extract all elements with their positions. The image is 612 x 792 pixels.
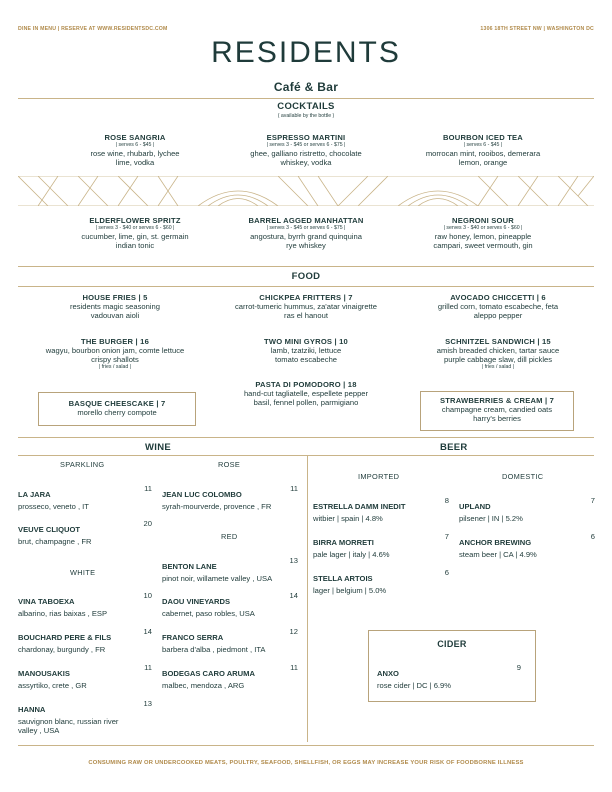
wine-item <box>18 484 152 511</box>
wine-name: HANNA <box>18 705 46 714</box>
food-item <box>28 337 202 371</box>
beer-desc: lager | belgium | 5.0% <box>313 586 387 595</box>
food-desc: ras el hanout <box>284 311 328 321</box>
food-desc: lamb, tzatziki, lettuce <box>270 346 342 355</box>
wine-price: 14 <box>143 627 152 636</box>
beer-item <box>459 496 595 523</box>
cocktail-desc: raw honey, lemon, pineapple <box>434 232 532 241</box>
food-name: TWO MINI GYROS | 10 <box>264 337 348 346</box>
beer-item <box>313 532 449 559</box>
cocktail-desc: whiskey, vodka <box>280 158 332 168</box>
food-desc: hand-cut tagliatelle, espellete pepper <box>243 389 369 398</box>
dessert-box <box>420 391 574 431</box>
cocktail-desc: cucumber, lime, gin, st. germain <box>81 232 189 241</box>
food-desc: amish breaded chicken, tartar sauce <box>436 346 560 355</box>
beer-price: 7 <box>444 532 449 541</box>
food-name: SCHNITZEL SANDWICH | 15 <box>445 337 551 346</box>
wine-price: 13 <box>143 699 152 708</box>
beer-name: UPLAND <box>459 502 491 511</box>
cocktail-desc: morrocan mint, rooibos, demerara <box>425 149 541 158</box>
food-name: HOUSE FRIES | 5 <box>82 293 148 302</box>
wine-name: BOUCHARD PERE & FILS <box>18 633 112 642</box>
wine-item <box>162 484 298 511</box>
food-desc: purple cabbage slaw, dill pickles <box>443 355 553 365</box>
beer-price: 6 <box>444 568 449 577</box>
wine-name: BENTON LANE <box>162 562 217 571</box>
vertical-divider <box>307 455 308 742</box>
beer-name: BIRRA MORRETI <box>313 538 374 547</box>
cider-heading: CIDER <box>437 639 467 649</box>
cocktail-serves: | serves 3 - $45 or serves 6 - $75 | <box>266 142 346 148</box>
beer-item <box>313 496 449 523</box>
food-desc: aleppo pepper <box>473 311 523 321</box>
beer-imported-label: IMPORTED <box>358 472 400 481</box>
wine-item <box>18 591 152 618</box>
wine-price: 11 <box>290 663 298 672</box>
brand-logo: RESIDENTS <box>211 36 401 69</box>
wine-desc: chardonay, burgundy , FR <box>18 645 106 654</box>
food-name: THE BURGER | 16 <box>81 337 149 346</box>
dessert-desc: harry's berries <box>473 414 521 424</box>
beer-price: 7 <box>590 496 595 505</box>
food-desc: basil, fennel pollen, parmigiano <box>253 398 359 408</box>
wine-name: JEAN LUC COLOMBO <box>162 490 242 499</box>
brand-subtitle: Café & Bar <box>273 80 339 94</box>
beer-desc: pale lager | italy | 4.6% <box>313 550 390 559</box>
divider <box>18 98 594 99</box>
wine-price: 11 <box>290 484 298 493</box>
dessert-box <box>38 392 196 426</box>
cocktail-desc: indian tonic <box>115 241 155 251</box>
food-item <box>206 380 406 407</box>
food-heading: FOOD <box>291 271 321 282</box>
food-desc: residents magic seasoning <box>70 302 160 311</box>
cocktail-item <box>216 216 396 250</box>
wine-name: LA JARA <box>18 490 51 499</box>
beer-name: ESTRELLA DAMM INEDIT <box>313 502 406 511</box>
beer-name: STELLA ARTOIS <box>313 574 373 583</box>
food-name: AVOCADO CHICCETTI | 6 <box>450 293 546 302</box>
beer-item <box>313 568 449 595</box>
header-address: 1306 18TH STREET NW | WASHINGTON DC <box>480 26 594 32</box>
cider-box <box>368 630 536 702</box>
cider-price: 9 <box>516 663 521 672</box>
wine-price: 14 <box>289 591 298 600</box>
wine-price: 11 <box>144 484 152 493</box>
wine-desc: syrah-mourverde, provence , FR <box>162 502 272 511</box>
wine-price: 11 <box>144 663 152 672</box>
food-item <box>30 293 200 320</box>
cocktail-item <box>216 133 396 167</box>
wine-desc: sauvignon blanc, russian river valley , USA <box>18 717 119 736</box>
wine-item <box>162 663 298 690</box>
wine-name: VINA TABOEXA <box>18 597 75 606</box>
cocktail-serves: | serves 3 - $45 or serves 6 - $75 | <box>266 225 346 231</box>
cocktail-serves: | serves 6 - $45 | <box>115 142 155 148</box>
beer-desc: steam beer | CA | 4.9% <box>459 550 537 559</box>
cocktail-item <box>398 216 568 250</box>
wine-name: BODEGAS CARO ARUMA <box>162 669 255 678</box>
wine-desc: pinot noir, willamete valley , USA <box>162 574 273 583</box>
cider-name: ANXO <box>377 669 399 678</box>
wine-name: VEUVE CLIQUOT <box>18 525 81 534</box>
cocktail-serves: | serves 3 - $40 or serves 6 - $60 | <box>95 225 175 231</box>
wine-desc: assyrtiko, crete , GR <box>18 681 87 690</box>
dessert-name: BASQUE CHEESCAKE | 7 <box>68 399 166 408</box>
food-item <box>206 337 406 364</box>
divider <box>18 437 594 438</box>
cocktail-desc: angostura, byrrh grand quinquina <box>250 232 362 241</box>
food-desc: crispy shallots <box>91 355 139 365</box>
food-item <box>408 337 588 371</box>
cocktail-desc: rye whiskey <box>286 241 326 251</box>
wine-item <box>18 627 152 654</box>
divider <box>18 286 594 287</box>
wine-white-label: WHITE <box>70 568 96 577</box>
wine-item <box>18 519 152 546</box>
beer-heading: BEER <box>440 442 468 453</box>
wine-desc: malbec, mendoza , ARG <box>162 681 245 690</box>
wine-name: MANOUSAKIS <box>18 669 70 678</box>
cider-desc: rose cider | DC | 6.9% <box>377 681 452 690</box>
divider <box>18 745 594 746</box>
food-desc: carrot-tumeric hummus, za'atar vinaigrette <box>235 302 377 311</box>
cocktail-name: ROSE SANGRIA <box>104 133 166 142</box>
food-side-note: | fries / salad | <box>98 364 132 371</box>
wine-desc: barbera d'alba , piedmont , ITA <box>162 645 266 654</box>
cider-item <box>377 663 521 690</box>
wine-price: 13 <box>289 556 298 565</box>
cocktail-desc: campari, sweet vermouth, gin <box>433 241 533 251</box>
beer-price: 8 <box>444 496 449 505</box>
food-desc: tomato escabeche <box>274 355 338 365</box>
divider <box>18 455 594 456</box>
food-side-note: | fries / salad | <box>481 364 515 371</box>
beer-name: ANCHOR BREWING <box>459 538 532 547</box>
header-left-text: DINE IN MENU | RESERVE AT WWW.RESIDENTSDC.COM <box>18 26 168 32</box>
cocktail-name: BARREL AGGED MANHATTAN <box>248 216 364 225</box>
food-name: PASTA DI POMODORO | 18 <box>255 380 357 389</box>
cocktail-desc: lemon, orange <box>458 158 508 168</box>
cocktail-desc: lime, vodka <box>115 158 155 168</box>
dessert-desc: champagne cream, candied oats <box>441 405 553 414</box>
wine-item <box>18 663 152 690</box>
wine-desc: albarino, rias baixas , ESP <box>18 609 108 618</box>
wine-desc: brut, champagne , FR <box>18 537 92 546</box>
beer-domestic-label: DOMESTIC <box>502 472 544 481</box>
wine-red-label: RED <box>221 532 238 541</box>
wine-price: 12 <box>289 627 298 636</box>
beer-price: 6 <box>590 532 595 541</box>
cocktail-name: ESPRESSO MARTINI <box>266 133 346 142</box>
divider <box>18 266 594 267</box>
wine-name: FRANCO SERRA <box>162 633 224 642</box>
cocktail-name: ELDERFLOWER SPRITZ <box>89 216 181 225</box>
cocktail-item <box>50 216 220 250</box>
dessert-name: STRAWBERRIES & CREAM | 7 <box>439 396 555 405</box>
food-item <box>206 293 406 320</box>
wine-desc: cabernet, paso robles, USA <box>162 609 255 618</box>
footer-disclaimer: CONSUMING RAW OR UNDERCOOKED MEATS, POULTRY, SEAFOOD, SHELLFISH, OR EGGS MAY INCREASE YOUR RISK OF FOODBORNE ILLNESS <box>88 760 524 766</box>
wine-name: DAOU VINEYARDS <box>162 597 231 606</box>
beer-item <box>459 532 595 559</box>
wine-price: 20 <box>143 519 152 528</box>
cocktails-note: ( available by the bottle ) <box>277 113 335 119</box>
wine-item <box>162 591 298 618</box>
cocktail-desc: rose wine, rhubarb, lychee <box>90 149 180 158</box>
wine-heading: WINE <box>145 442 172 453</box>
food-item <box>408 293 588 320</box>
food-desc: grilled corn, tomato escabeche, feta <box>437 302 559 311</box>
cocktail-serves: | serves 6 - $45 | <box>463 142 503 148</box>
cocktails-heading: COCKTAILS <box>277 101 335 112</box>
food-desc: vadouvan aioli <box>90 311 140 321</box>
wine-item <box>162 627 298 654</box>
wine-desc: prosseco, veneto , IT <box>18 502 89 511</box>
decorative-banner <box>18 176 594 206</box>
dessert-desc: morello cherry compote <box>77 408 157 417</box>
food-name: CHICKPEA FRITTERS | 7 <box>259 293 353 302</box>
beer-desc: pilsener | IN | 5.2% <box>459 514 523 523</box>
wine-item <box>162 556 298 583</box>
wine-sparkling-label: SPARKLING <box>60 460 105 469</box>
cocktail-serves: | serves 3 - $40 or serves 6 - $60 | <box>443 225 523 231</box>
wine-price: 10 <box>143 591 152 600</box>
wine-rose-label: ROSE <box>218 460 241 469</box>
cocktail-item <box>50 133 220 167</box>
cocktail-item <box>398 133 568 167</box>
cocktail-name: NEGRONI SOUR <box>452 216 514 225</box>
beer-desc: witbier | spain | 4.8% <box>313 514 383 523</box>
cocktail-desc: ghee, galliano ristretto, chocolate <box>250 149 362 158</box>
cocktail-name: BOURBON ICED TEA <box>443 133 523 142</box>
wine-item <box>18 699 152 735</box>
food-desc: wagyu, bourbon onion jam, comte lettuce <box>45 346 185 355</box>
